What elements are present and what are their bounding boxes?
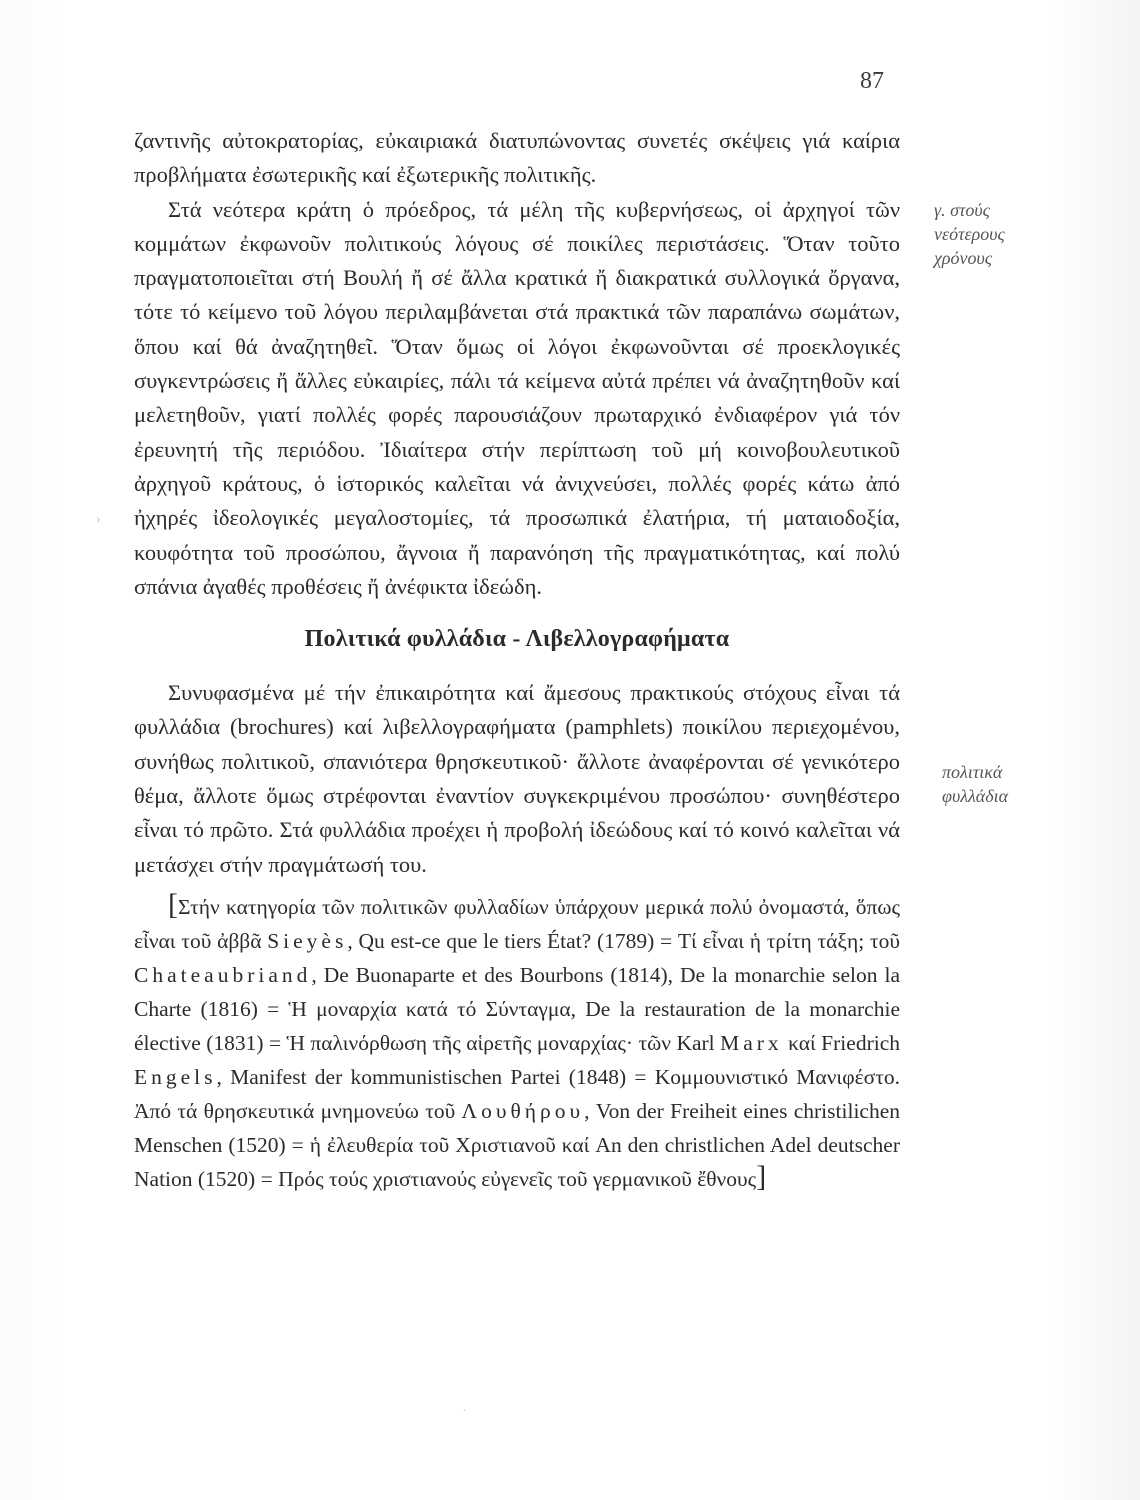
margin-note-line: γ. στούς — [934, 200, 990, 220]
margin-note-pamphlets — [942, 760, 1062, 808]
author-engels: Engels — [134, 1064, 217, 1089]
paragraph-bibliography — [134, 887, 900, 1196]
bibliography-text-6: , Von der Freiheit eines christilichen Menschen (1520) = ἡ ἐλευθερία τοῦ Χριστιανοῦ καί An den christlichen Adel deutscher Nation (1520) = Πρός τούς χριστιανούς εὐγενεῖς τοῦ γερμανικοῦ ἔθνους — [134, 1098, 900, 1191]
close-bracket: ] — [756, 1159, 767, 1193]
paragraph-modern-states: Στά νεότερα κράτη ὁ πρόεδρος, τά μέλη τῆς κυβερνήσεως, οἱ ἀρχηγοί τῶν κομμάτων ἐκφωνοῦν πολιτικούς λόγους σέ ποικίλες περιστάσεις. Ὅταν τοῦτο πραγματοποιεῖται στή Βουλή ἤ σέ ἄλλα κρατικά ἤ διακρατικά συλλογικά ὄργανα, τότε τό κείμενο τοῦ λόγου περιλαμβάνεται στά πρακτικά τῶν παραπάνω σωμάτων, ὅπου καί θά ἀναζητηθεῖ. Ὅταν ὅμως οἱ λόγοι ἐκφωνοῦνται σέ προεκλογικές συγκεντρώσεις ἤ ἄλλες εὐκαιρίες, πάλι τά κείμενα αὐτά πρέπει νά ἀναζητηθοῦν καί μελετηθοῦν, γιατί πολλές φορές παρουσιάζουν πρωταρχικό ἐνδιαφέρον γιά τόν ἐρευνητή τῆς περιόδου. Ἰδιαίτερα στήν περίπτωση τοῦ μή κοινοβουλευτικοῦ ἀρχηγοῦ κράτους, ὁ ἱστορικός καλεῖται νά ἀνιχνεύσει, πολλές φορές κάτω ἀπό ἠχηρές ἰδεολογικές μεγαλοστομίες, τά προσωπικά ἐλατήρια, τή ματαιοδοξία, κουφότητα τοῦ προσώπου, ἄγνοια ἤ παρανόηση τῆς πραγματικότητας, καί πολύ σπάνια ἀγαθές προθέσεις ἤ ἀνέφικτα ἰδεώδη. — [134, 196, 900, 599]
open-bracket: [ — [168, 887, 178, 921]
author-chateaubriand: Chateaubriand — [134, 962, 312, 987]
author-luther: Λουθήρου — [461, 1098, 585, 1123]
margin-note-line: χρόνους — [934, 248, 993, 268]
paragraph-pamphlets: Συνυφασμένα μέ τήν ἐπικαιρότητα καί ἄμεσους πρακτικούς στόχους εἶναι τά φυλλάδια (brochures) καί λιβελλογραφήματα (pamphlets) ποικίλου περιεχομένου, συνήθως πολιτικοῦ, σπανιότερα θρησκευτικοῦ· ἄλλοτε ἀναφέρονται σέ γενικότερο θέμα, ἄλλοτε ὅμως στρέφονται ἐναντίον συγκεκριμένου προσώπου· συνηθέστερο εἶναι τό πρῶτο. Στά φυλλάδια προέχει ἡ προβολή ἰδεώδους καί τό κοινό καλεῖται νά μετάσχει στήν πραγμάτωσή του. — [134, 680, 900, 877]
scan-speck: · — [462, 1404, 467, 1419]
scan-speck: › — [96, 512, 101, 527]
main-text-column — [134, 124, 900, 1196]
author-sieyes: Sieyès — [267, 928, 348, 953]
margin-note-line: πολιτικά — [942, 762, 1003, 782]
margin-note-line: νεότερους — [934, 224, 1005, 244]
bibliography-text-1: Στήν κατηγορία τῶν πολιτικῶν φυλλαδίων ὑπάρχουν μερικά πολύ ὀνομαστά, ὅπως εἶναι τοῦ ἀββᾶ — [134, 894, 900, 953]
author-marx: Marx — [720, 1030, 783, 1055]
section-heading: Πολιτικά φυλλάδια - Λιβελλογραφήματα — [304, 626, 730, 653]
paragraph-byzantine-continuation: ζαντινῆς αὐτοκρατορίας, εὐκαιριακά διατυπώνοντας συνετές σκέψεις γιά καίρια προβλήματα ἐσωτερικῆς καί ἐξωτερικῆς πολιτικῆς. — [134, 128, 900, 188]
page-number: 87 — [860, 68, 884, 94]
bibliography-text-2: , Qu est-ce que le tiers État? (1789) = Τί εἶναι ἡ τρίτη τάξη; τοῦ — [347, 928, 900, 953]
margin-note-line: φυλλάδια — [942, 786, 1009, 806]
bibliography-text-5: , Manifest der kommunistischen Partei (1848) = Κομμουνιστικό Μανιφέστο. Ἀπό τά θρησκευτικά μνημονεύω τοῦ — [134, 1064, 900, 1123]
bibliography-text-3: , De Buonaparte et des Bourbons (1814), De la monarchie selon la Charte (1816) = Ἡ μοναρχία κατά τό Σύνταγμα, De la restauration de la monarchie élective (1831) = Ἡ παλινόρθωση τῆς αἱρετῆς μοναρχίας· τῶν Karl — [134, 962, 900, 1055]
margin-note-modern-times — [934, 198, 1054, 270]
bibliography-text-4: καί Friedrich — [782, 1030, 900, 1055]
